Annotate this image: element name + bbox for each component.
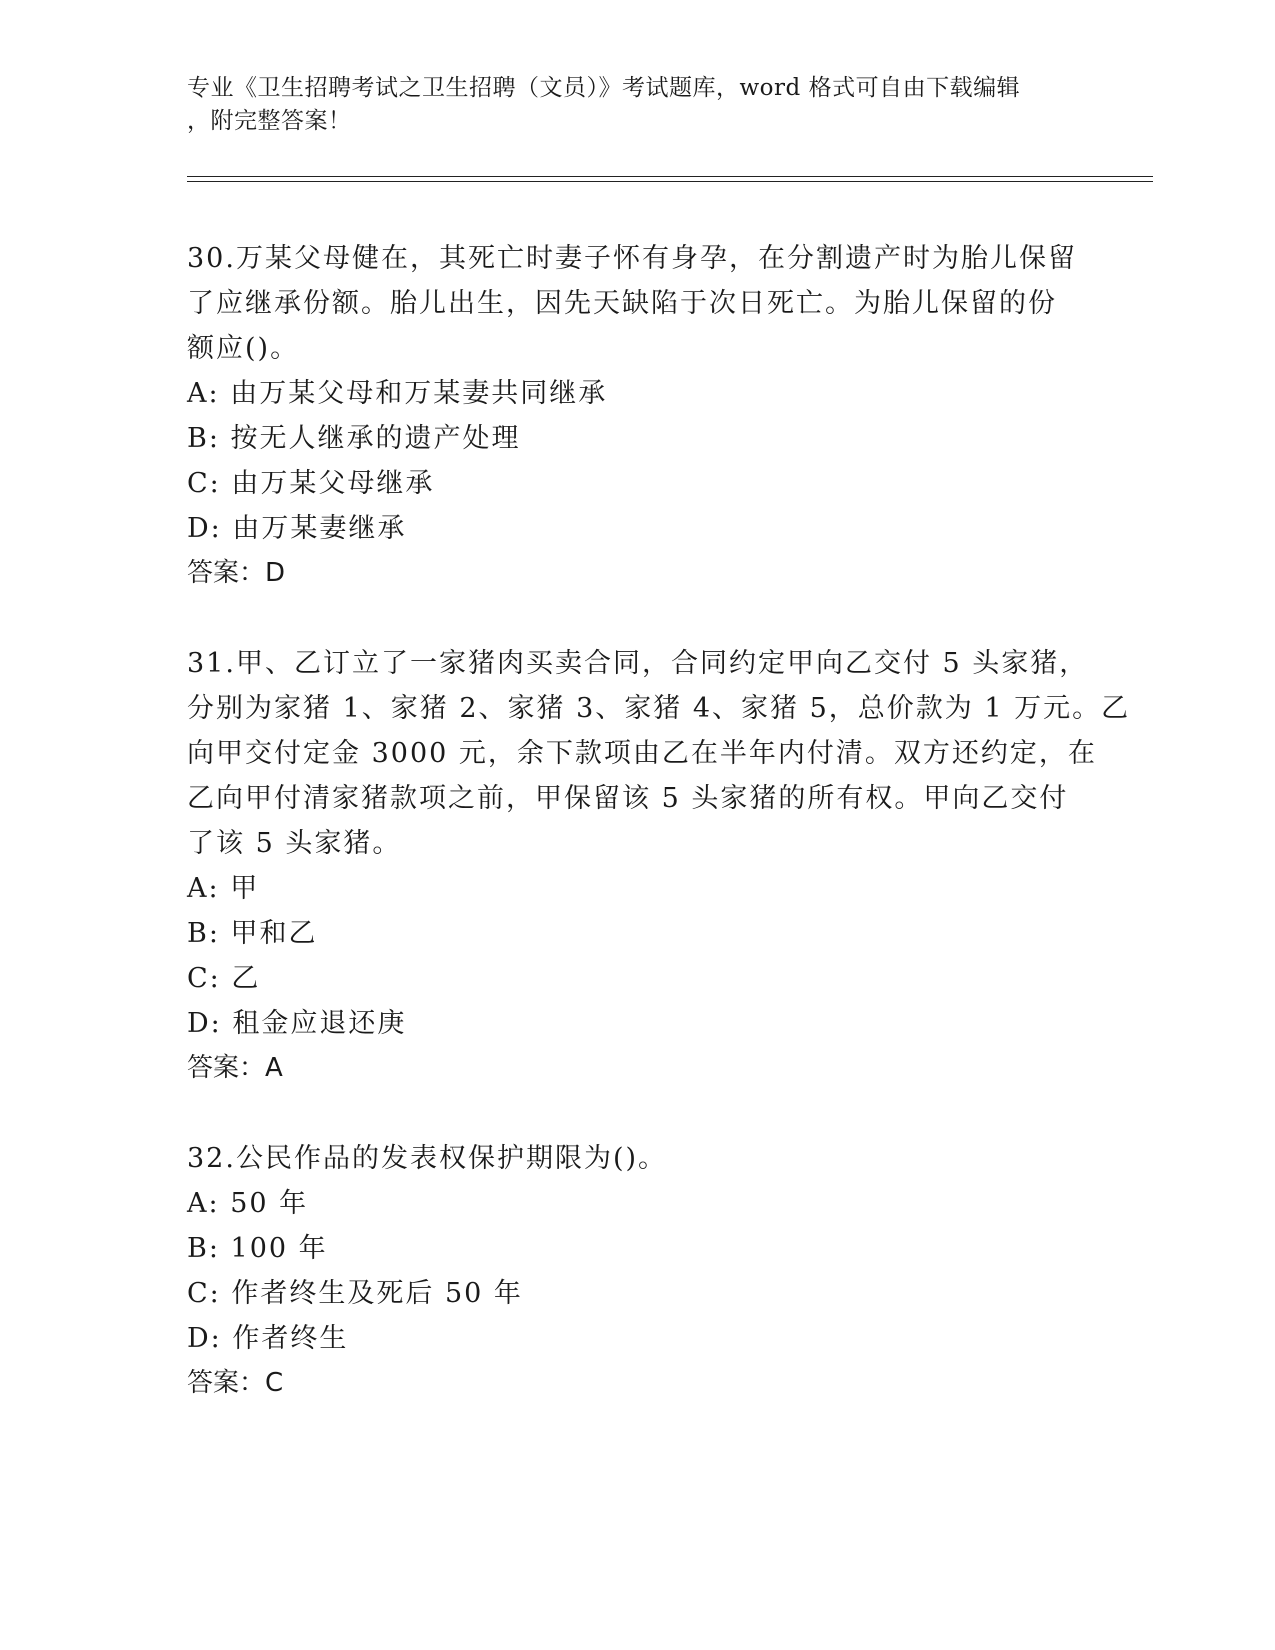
- option-letter: D:: [187, 1323, 222, 1354]
- option-c: [187, 461, 1087, 506]
- option-a: [187, 866, 1087, 911]
- question-list: [187, 236, 1131, 1406]
- question-text-line: 乙向甲付清家猪款项之前，甲保留该 5 头家猪的所有权。甲向乙交付: [187, 783, 1069, 814]
- option-text: 甲: [230, 873, 260, 904]
- answer-line: 答案：C: [187, 1368, 284, 1398]
- question-text-line: 30.万某父母健在，其死亡时妻子怀有身孕，在分割遗产时为胎儿保留: [187, 243, 1077, 274]
- option-text: 100 年: [230, 1233, 328, 1264]
- question-text-line: 分别为家猪 1、家猪 2、家猪 3、家猪 4、家猪 5，总价款为 1 万元。乙: [187, 693, 1131, 724]
- option-text: 作者终生及死后 50 年: [231, 1278, 523, 1309]
- option-letter: A:: [187, 378, 220, 409]
- option-b: [187, 911, 1087, 956]
- question-spacer: [187, 1091, 1087, 1136]
- header-line-1: 专业《卫生招聘考试之卫生招聘（文员）》考试题库，word 格式可自由下载编辑: [187, 75, 1021, 101]
- option-letter: C:: [187, 1278, 221, 1309]
- option-letter: B:: [187, 918, 220, 949]
- question-31: [187, 641, 1131, 1091]
- option-letter: C:: [187, 963, 221, 994]
- option-d: [187, 1001, 1087, 1046]
- option-text: 租金应退还庚: [232, 1008, 407, 1039]
- option-letter: D:: [187, 513, 222, 544]
- header-line-2: ，附完整答案！: [187, 108, 352, 134]
- answer-line: 答案：A: [187, 1053, 283, 1083]
- option-text: 作者终生: [232, 1323, 349, 1354]
- option-text: 乙: [231, 963, 261, 994]
- question-32: [187, 1136, 1087, 1406]
- answer-line: 答案：D: [187, 558, 286, 588]
- option-text: 由万某父母继承: [231, 468, 435, 499]
- option-letter: B:: [187, 1233, 220, 1264]
- option-c: [187, 1271, 1087, 1316]
- question-spacer: [187, 596, 1087, 641]
- question-text: [187, 1136, 1087, 1181]
- question-text-line: 向甲交付定金 3000 元，余下款项由乙在半年内付清。双方还约定，在: [187, 738, 1097, 769]
- option-a: [187, 1181, 1087, 1226]
- question-text-line: 额应()。: [187, 333, 300, 364]
- question-text: [187, 236, 1087, 371]
- option-b: [187, 1226, 1087, 1271]
- question-text-line: 32.公民作品的发表权保护期限为()。: [187, 1143, 668, 1174]
- option-letter: A:: [187, 873, 220, 904]
- question-text: [187, 641, 1131, 866]
- option-d: [187, 506, 1087, 551]
- document-header: [187, 72, 1087, 138]
- option-c: [187, 956, 1087, 1001]
- option-text: 按无人继承的遗产处理: [230, 423, 521, 454]
- header-divider-top: [187, 176, 1153, 177]
- question-text-line: 了该 5 头家猪。: [187, 828, 402, 859]
- option-text: 甲和乙: [230, 918, 318, 949]
- option-b: [187, 416, 1087, 461]
- option-letter: C:: [187, 468, 221, 499]
- option-d: [187, 1316, 1087, 1361]
- option-text: 50 年: [230, 1188, 309, 1219]
- question-text-line: 31.甲、乙订立了一家猪肉买卖合同，合同约定甲向乙交付 5 头家猪，: [187, 648, 1089, 679]
- header-divider-bottom: [187, 181, 1153, 182]
- option-a: [187, 371, 1087, 416]
- question-30: [187, 236, 1087, 596]
- option-text: 由万某父母和万某妻共同继承: [230, 378, 608, 409]
- question-text-line: 了应继承份额。胎儿出生，因先天缺陷于次日死亡。为胎儿保留的份: [187, 288, 1057, 319]
- option-letter: D:: [187, 1008, 222, 1039]
- option-letter: A:: [187, 1188, 220, 1219]
- option-text: 由万某妻继承: [232, 513, 407, 544]
- option-letter: B:: [187, 423, 220, 454]
